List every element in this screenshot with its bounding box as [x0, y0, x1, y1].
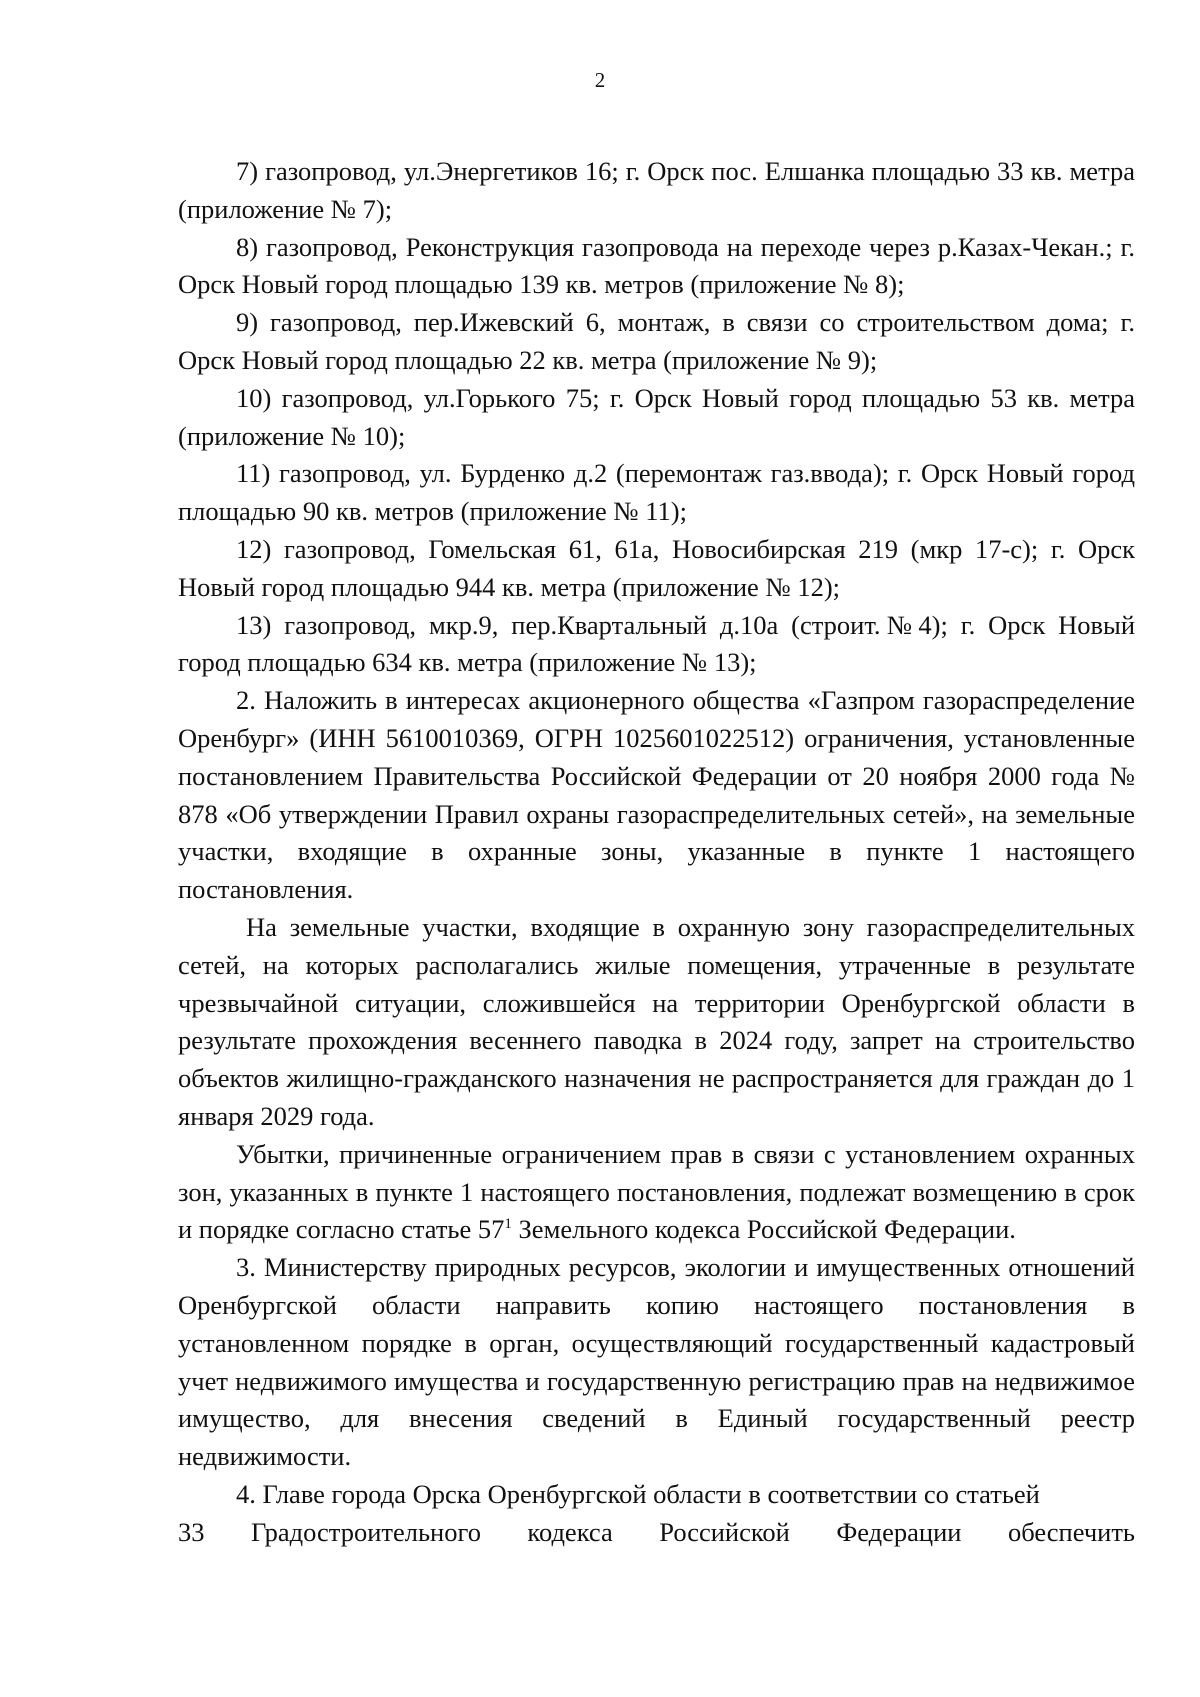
losses-text-after: Земельного кодекса Российской Федерации.: [511, 1214, 1016, 1245]
paragraph-2: 2. Наложить в интересах акционерного общества «Газпром газораспределение Оренбург» (ИНН 5610010369, ОГРН 1025601022512) ограничения, установленные постановлением Правительства Российской Федерации от 20 ноября 2000 года № 878 «Об утверждении Правил охраны газораспределительных сетей», на земельные участки, входящие в охранные зоны, указанные в пункте 1 настоящего постановления.: [178, 685, 1135, 905]
losses-article-superscript: 1: [504, 1216, 512, 1233]
list-item-9: 9) газопровод, пер.Ижевский 6, монтаж, в связи со строительством дома; г. Орск Новый город площадью 22 кв. метра (приложение № 9);: [178, 307, 1135, 375]
paragraph-4-first-line: 4. Главе города Орска Оренбургской области в соответствии со статьей: [236, 1478, 1040, 1509]
paragraph-2-flood-exception: На земельные участки, входящие в охранную зону газораспределительных сетей, на которых располагались жилые помещения, утраченные в результате чрезвычайной ситуации, сложившейся на территории Оренбургской области в результате прохождения весеннего паводка в 2024 году, запрет на строительство объектов жилищно-гражданского назначения не распространяется для граждан до 1 января 2029 года.: [178, 911, 1135, 1131]
list-item-10: 10) газопровод, ул.Горького 75; г. Орск Новый город площадью 53 кв. метра (приложение № 10);: [178, 382, 1135, 451]
list-item-12: 12) газопровод, Гомельская 61, 61а, Новосибирская 219 (мкр 17-с); г. Орск Новый город площадью 944 кв. метра (приложение № 12);: [178, 533, 1135, 602]
losses-text-before: Убытки, причиненные ограничением прав в связи с установлением охранных зон, указанных в пункте 1 настоящего постановления, подлежат возмещению в срок и порядке согласно статье 57: [178, 1138, 1135, 1245]
list-item-7: 7) газопровод, ул.Энергетиков 16; г. Орск пос. Елшанка площадью 33 кв. метра (приложение № 7);: [178, 156, 1135, 224]
list-item-13: 13) газопровод, мкр.9, пер.Квартальный д.10а (строит.№4); г. Орск Новый город площадью 634 кв. метра (приложение № 13);: [178, 609, 1135, 678]
list-item-11: 11) газопровод, ул. Бурденко д.2 (перемонтаж газ.ввода); г. Орск Новый город площадью 90 кв. метров (приложение № 11);: [178, 458, 1135, 527]
paragraph-4-last-line: 33 Градостроительного кодекса Российской Федерации обеспечить: [178, 1516, 1135, 1547]
list-item-8: 8) газопровод, Реконструкция газопровода на переходе через р.Казах-Чекан.; г. Орск Новый город площадью 139 кв. метров (приложение № 8);: [178, 231, 1135, 300]
paragraph-2-losses: [178, 1136, 1135, 1249]
paragraph-3: 3. Министерству природных ресурсов, экологии и имущественных отношений Оренбургской области направить копию настоящего постановления в установленном порядке в орган, осуществляющий государственный кадастровый учет недвижимого имущества и государственную регистрацию прав на недвижимое имущество, для внесения сведений в Единый государственный реестр недвижимости.: [178, 1252, 1135, 1472]
page-number: 2: [594, 68, 606, 92]
document-body: [178, 153, 1135, 1551]
